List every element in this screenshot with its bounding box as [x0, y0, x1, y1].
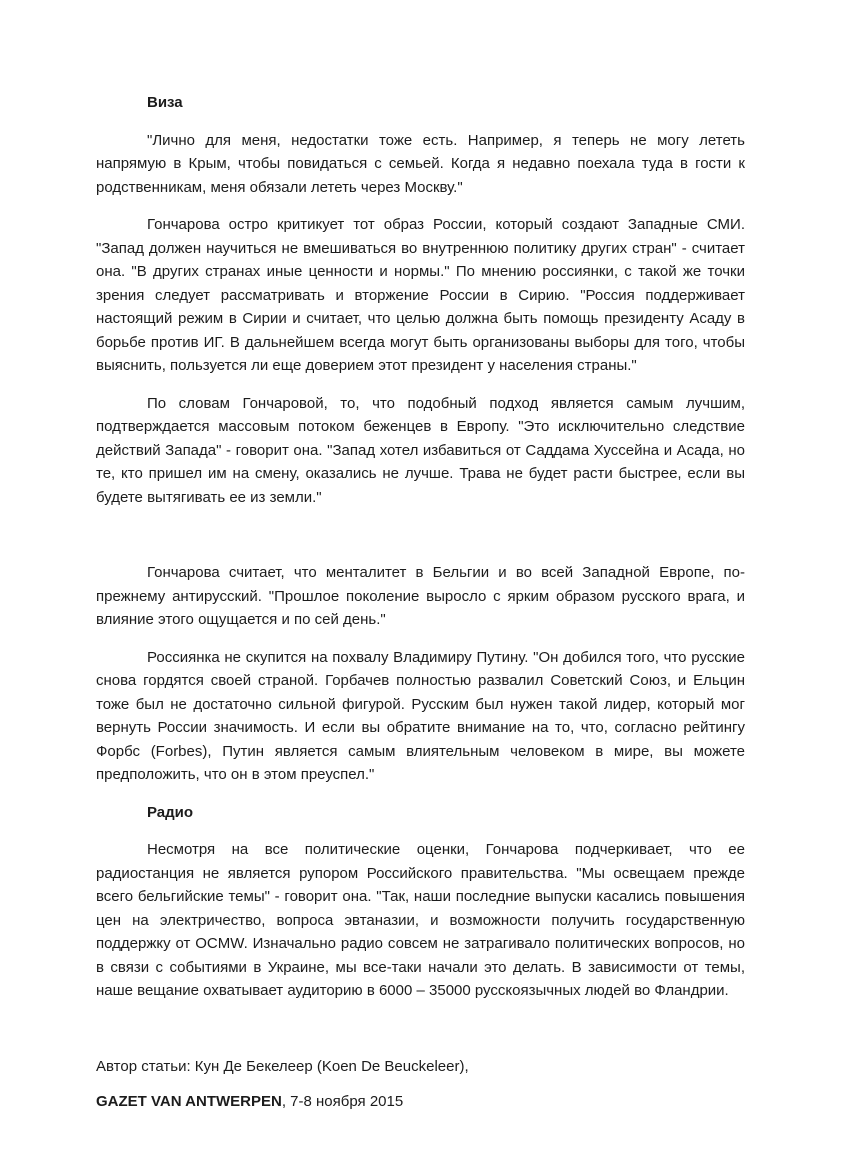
paragraph-putin: Россиянка не скупится на похвалу Владимиру Путину. "Он добился того, что русские снова гордятся своей страной. Горбачев полностью развалил Советский Союз, и Ельцин тоже был не достаточно сильной фигурой. Русским был нужен такой лидер, который мог вернуть России значимость. И если вы обратите внимание на то, что, согласно рейтингу Форбс (Forbes), Путин является самым влиятельным человеком в мире, вы можете предположить, что он в этом преуспел." [96, 648, 745, 783]
author-line: Автор статьи: Кун Де Бекелеер (Koen De Beuckeleer), [96, 1057, 469, 1075]
paragraph-refugees: По словам Гончаровой, то, что подобный подход является самым лучшим, подтверждается массовым потоком беженцев в Европу. "Это исключительно следствие действий Запада" - говорит она. "Запад хотел избавиться от Саддама Хуссейна и Асада, но те, кто пришел им на смену, оказались не лучше. Трава не будет расти быстрее, если вы будете вытягивать ее из земли." [96, 394, 745, 506]
paragraph-western-media: Гончарова остро критикует тот образ России, который создают Западные СМИ. "Запад должен научиться не вмешиваться во внутреннюю политику других стран" - считает она. "В других странах иные ценности и нормы." По мнению россиянки, с такой же точки зрения следует рассматривать и вторжение России в Сирию. "Россия поддерживает настоящий режим в Сирии и считает, что целью должна быть помощь президенту Асаду в борьбе против ИГ. В дальнейшем всегда могут быть организованы выборы для того, чтобы выяснить, пользуется ли еще доверием этот президент у населения страны." [96, 216, 745, 374]
paragraph-radio-station: Несмотря на все политические оценки, Гончарова подчеркивает, что ее радиостанция не является рупором Российского правительства. "Мы освещаем прежде всего бельгийские темы" - говорит она. "Так, наши последние выпуски касались повышения цен на электричество, вопроса эвтаназии, и возможности получить государственную поддержку от OCMW. Изначально радио совсем не затрагивало политических вопросов, но в связи с событиями в Украине, мы все-таки начали это делать. В зависимости от темы, наше вещание охватывает аудиторию в 6000 – 35000 русскоязычных людей во Фландрии. [96, 841, 745, 999]
source-line [96, 1090, 745, 1114]
source-name: GAZET VAN ANTWERPEN [96, 1093, 282, 1110]
source-date: , 7-8 ноября 2015 [281, 1093, 404, 1110]
paragraph-visa-quote: "Лично для меня, недостатки тоже есть. Например, я теперь не могу лететь напрямую в Крым, чтобы повидаться с семьей. Когда я недавно поехала туда в гости к родственникам, меня обязали лететь через Москву." [96, 131, 745, 196]
section-heading-visa: Виза [147, 94, 183, 111]
blank-paragraph [96, 523, 745, 561]
paragraph-mentality: Гончарова считает, что менталитет в Бельгии и во всей Западной Европе, по-прежнему антирусский. "Прошлое поколение выросло с ярким образом русского врага, и влияние этого ощущается и по сей день." [96, 564, 745, 628]
section-heading-radio: Радио [147, 803, 194, 821]
blank-paragraph [96, 1017, 745, 1055]
